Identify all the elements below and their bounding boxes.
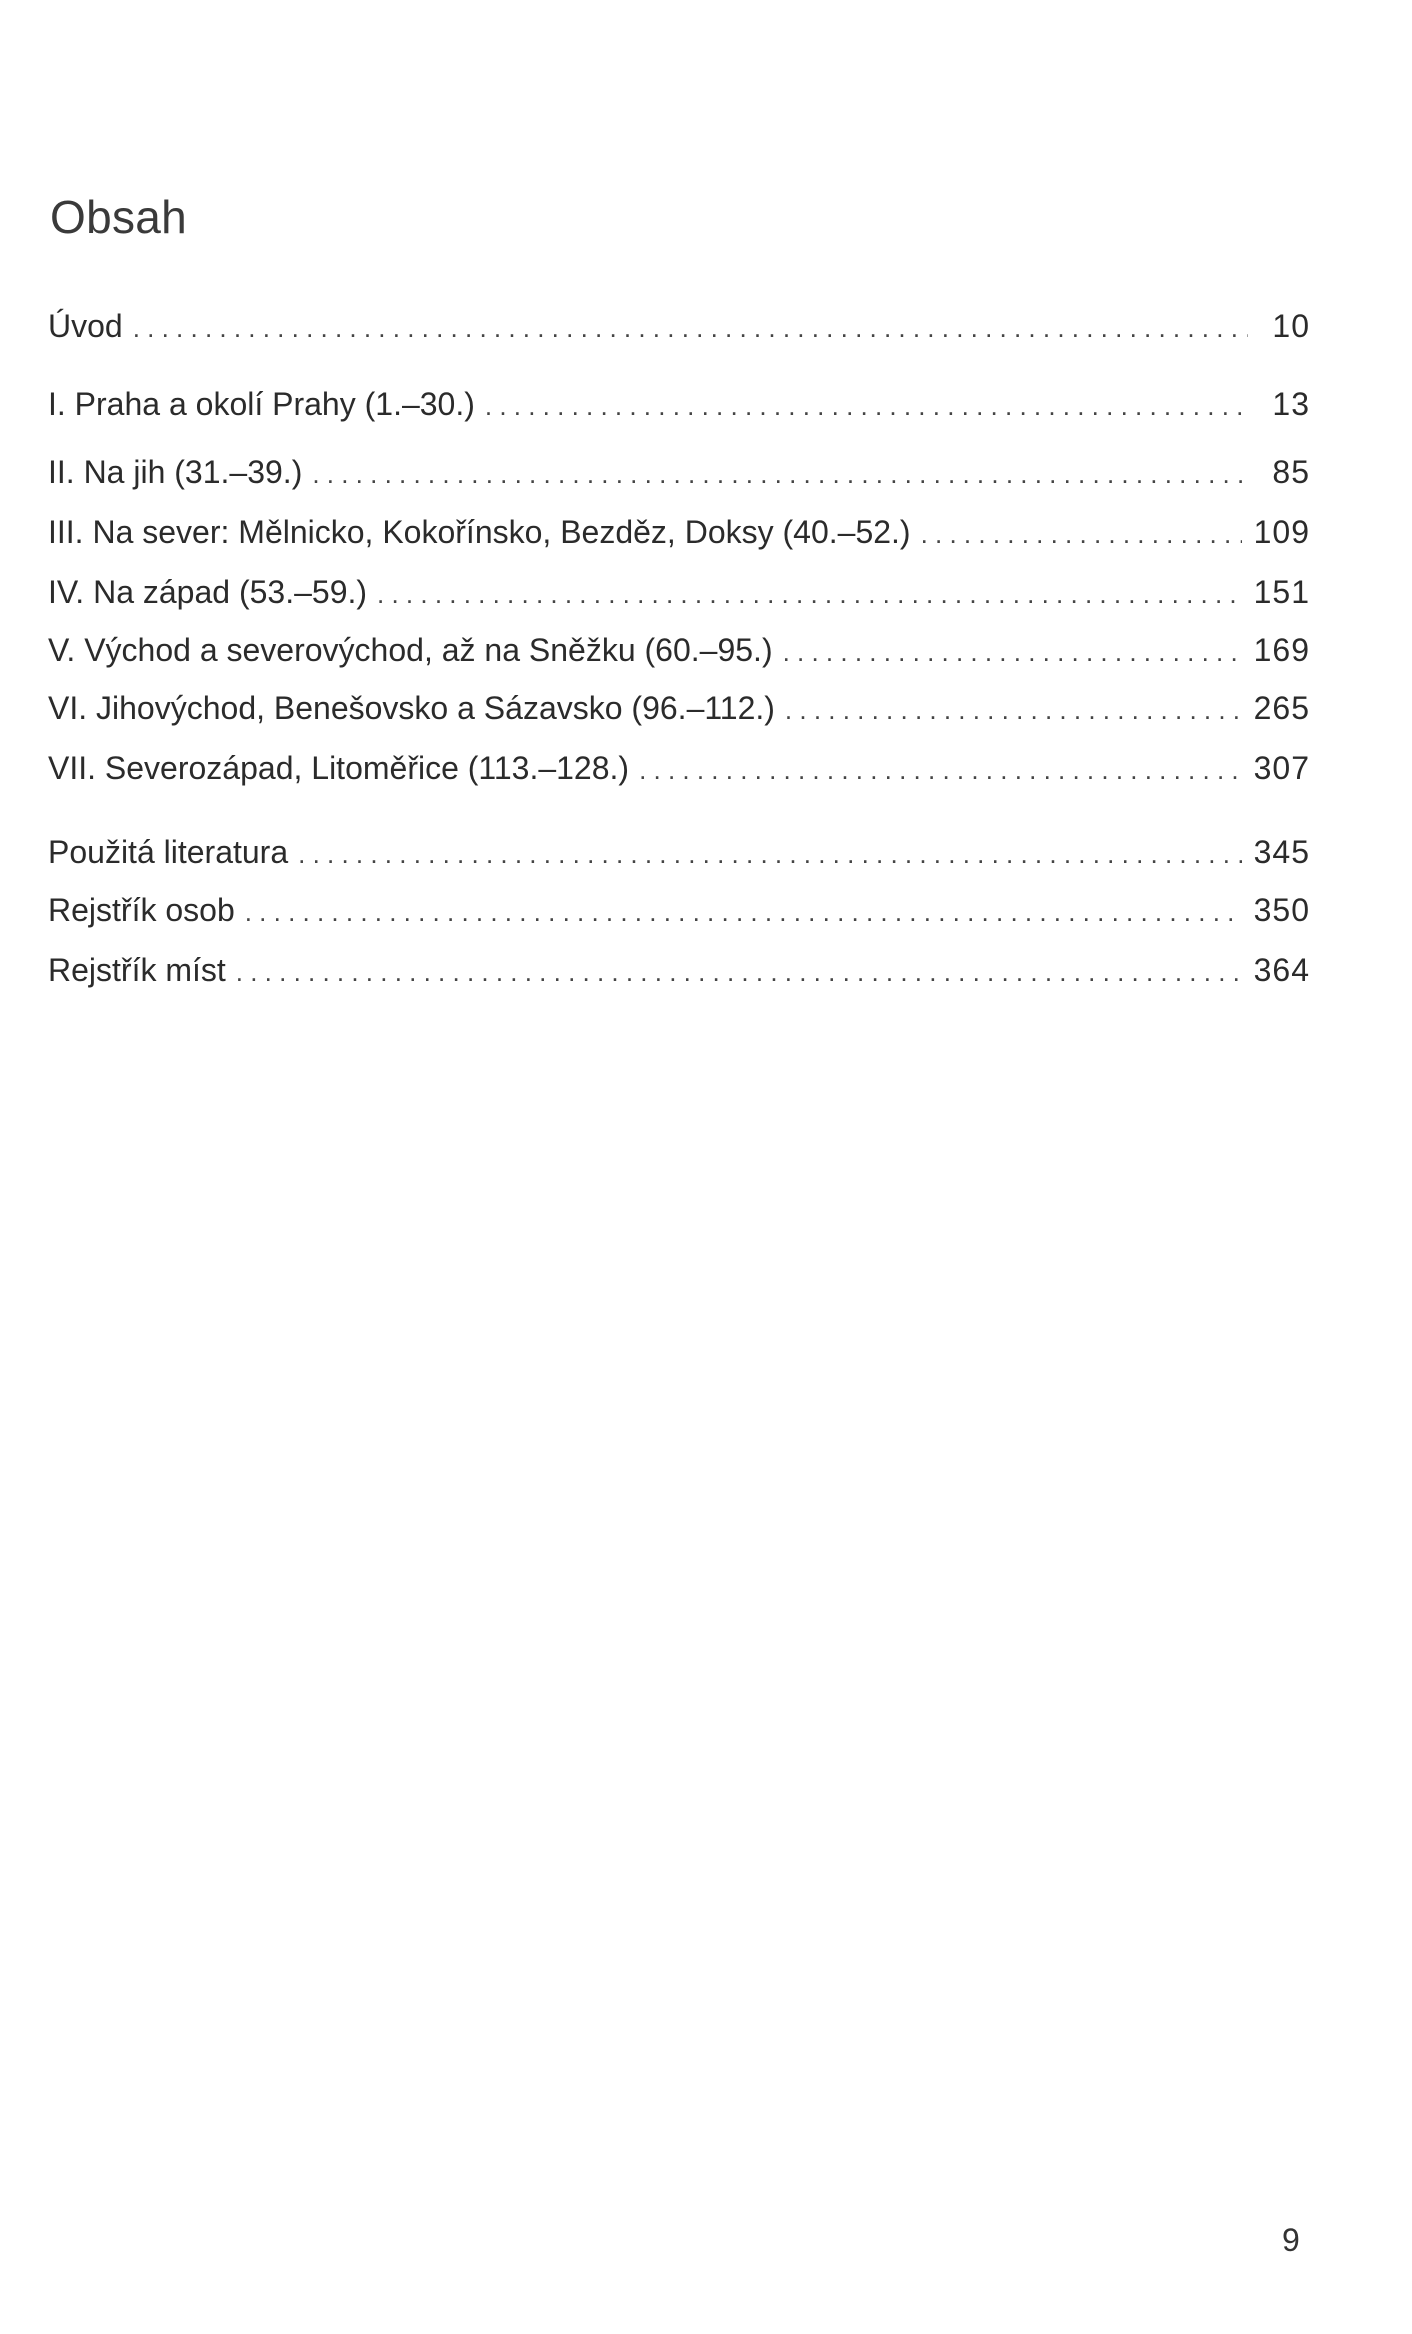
- toc-entry-label: VI. Jihovýchod, Benešovsko a Sázavsko (96.–112.): [48, 690, 775, 726]
- toc-entry-chapter-5: [48, 628, 1310, 672]
- toc-entry-label: I. Praha a okolí Prahy (1.–30.): [48, 386, 475, 422]
- toc-entry-rejstrik-mist: [48, 948, 1310, 992]
- toc-entry-label: IV. Na západ (53.–59.): [48, 574, 368, 610]
- toc-entry-label: II. Na jih (31.–39.): [48, 454, 303, 490]
- toc-entry-chapter-7: [48, 746, 1310, 790]
- toc-entry-label: III. Na sever: Mělnicko, Kokořínsko, Bezděz, Doksy (40.–52.): [48, 514, 911, 550]
- toc-entry-chapter-3: [48, 510, 1310, 554]
- page-number: 9: [1282, 2222, 1300, 2258]
- toc-entry-rejstrik-osob: [48, 888, 1310, 932]
- toc-dot-leader: [485, 384, 1248, 428]
- toc-entry-chapter-4: [48, 570, 1310, 614]
- toc-entry-page: 350: [1253, 892, 1310, 928]
- toc-dot-leader: [639, 748, 1242, 792]
- toc-entry-page: 13: [1272, 386, 1310, 422]
- toc-entry-uvod: [48, 304, 1310, 348]
- toc-dot-leader: [133, 306, 1248, 350]
- toc-entry-label: Úvod: [48, 308, 123, 344]
- toc-entry-page: 169: [1253, 632, 1310, 668]
- toc-dot-leader: [785, 688, 1242, 732]
- toc-dot-leader: [245, 890, 1242, 934]
- toc-entry-label: VII. Severozápad, Litoměřice (113.–128.): [48, 750, 630, 786]
- toc-entry-page: 10: [1272, 308, 1310, 344]
- toc-entry-page: 265: [1253, 690, 1310, 726]
- toc-dot-leader: [921, 512, 1242, 556]
- toc-entry-chapter-6: [48, 686, 1310, 730]
- toc-dot-leader: [236, 950, 1242, 994]
- toc-dot-leader: [783, 630, 1242, 674]
- toc-entry-page: 307: [1253, 750, 1310, 786]
- toc-entry-label: Použitá literatura: [48, 834, 289, 870]
- toc-entry-label: Rejstřík osob: [48, 892, 235, 928]
- page-title: Obsah: [50, 191, 188, 243]
- toc-entry-page: 345: [1253, 834, 1310, 870]
- toc-dot-leader: [377, 572, 1242, 616]
- toc-entry-label: Rejstřík míst: [48, 952, 226, 988]
- toc-dot-leader: [298, 832, 1241, 876]
- toc-entry-chapter-2: [48, 450, 1310, 494]
- toc-entry-page: 85: [1272, 454, 1310, 490]
- toc-entry-page: 364: [1253, 952, 1310, 988]
- toc-entry-literatura: [48, 830, 1310, 874]
- toc-entry-page: 151: [1253, 574, 1310, 610]
- toc-entry-chapter-1: [48, 382, 1310, 426]
- toc-dot-leader: [312, 452, 1248, 496]
- toc-entry-label: V. Východ a severovýchod, až na Sněžku (60.–95.): [48, 632, 773, 668]
- toc-entry-page: 109: [1253, 514, 1310, 550]
